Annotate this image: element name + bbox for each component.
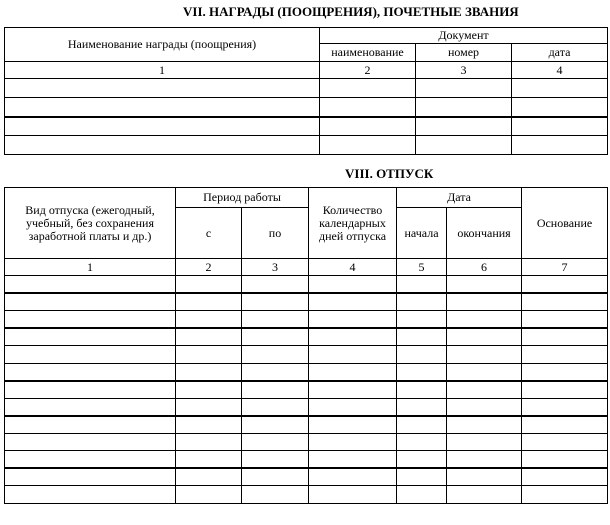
table-cell[interactable] (5, 328, 176, 346)
table-cell[interactable] (242, 433, 309, 451)
table-cell[interactable] (397, 451, 447, 469)
table-cell[interactable] (447, 468, 522, 486)
table-cell[interactable] (5, 136, 320, 155)
col-number: 5 (397, 259, 447, 276)
col-header-doc-date: дата (512, 44, 608, 62)
table-cell[interactable] (522, 398, 608, 416)
table-cell[interactable] (522, 346, 608, 364)
col-number: 6 (447, 259, 522, 276)
table-cell[interactable] (320, 117, 416, 136)
section-8-title: VIII. ОТПУСК (345, 166, 434, 181)
table-cell[interactable] (242, 451, 309, 469)
col-header-work-period: Период работы (176, 188, 309, 208)
table-row (5, 486, 608, 504)
table-cell[interactable] (522, 293, 608, 311)
col-header-end: окончания (447, 208, 522, 259)
table-cell[interactable] (242, 346, 309, 364)
table-cell[interactable] (522, 416, 608, 434)
col-header-days-count: Количество календарных дней отпуска (309, 188, 397, 259)
col-header-start: начала (397, 208, 447, 259)
table-cell[interactable] (176, 398, 242, 416)
table-cell[interactable] (522, 363, 608, 381)
table-cell[interactable] (397, 328, 447, 346)
table-cell[interactable] (522, 328, 608, 346)
table-cell[interactable] (522, 468, 608, 486)
table-cell[interactable] (5, 117, 320, 136)
table-cell[interactable] (5, 381, 176, 399)
table-cell[interactable] (176, 486, 242, 504)
table-cell[interactable] (416, 79, 512, 98)
table-cell[interactable] (416, 136, 512, 155)
table-cell[interactable] (416, 117, 512, 136)
table-cell[interactable] (176, 433, 242, 451)
table-cell[interactable] (176, 468, 242, 486)
table-cell[interactable] (522, 381, 608, 399)
table-cell[interactable] (397, 433, 447, 451)
table-cell[interactable] (447, 346, 522, 364)
table-row (5, 346, 608, 364)
table-cell[interactable] (309, 276, 397, 294)
leave-table (4, 187, 608, 504)
table-cell[interactable] (309, 311, 397, 329)
col-header-from: с (176, 208, 242, 259)
table-cell[interactable] (5, 346, 176, 364)
table-cell[interactable] (5, 293, 176, 311)
table-cell[interactable] (176, 416, 242, 434)
table-cell[interactable] (176, 381, 242, 399)
col-number: 2 (320, 62, 416, 79)
table-row (5, 381, 608, 399)
table-cell[interactable] (397, 398, 447, 416)
table-cell[interactable] (512, 117, 608, 136)
table-cell[interactable] (397, 276, 447, 294)
table-cell[interactable] (242, 311, 309, 329)
table-cell[interactable] (5, 98, 320, 117)
table-cell[interactable] (320, 98, 416, 117)
col-number: 1 (5, 62, 320, 79)
table-cell[interactable] (5, 486, 176, 504)
table-cell[interactable] (447, 398, 522, 416)
col-number: 4 (512, 62, 608, 79)
col-number: 3 (416, 62, 512, 79)
col-number: 4 (309, 259, 397, 276)
col-number: 3 (242, 259, 309, 276)
table-row (5, 416, 608, 434)
table-cell[interactable] (176, 328, 242, 346)
table-cell[interactable] (309, 486, 397, 504)
table-row (5, 311, 608, 329)
table-cell[interactable] (242, 293, 309, 311)
table-row (5, 328, 608, 346)
table-cell[interactable] (242, 381, 309, 399)
table-cell[interactable] (242, 416, 309, 434)
table-cell[interactable] (5, 79, 320, 98)
table-cell[interactable] (176, 346, 242, 364)
table-cell[interactable] (447, 293, 522, 311)
table-cell[interactable] (5, 468, 176, 486)
table-cell[interactable] (447, 276, 522, 294)
col-header-award-name: Наименование награды (поощрения) (5, 28, 320, 62)
table-cell[interactable] (320, 79, 416, 98)
table-cell[interactable] (242, 486, 309, 504)
table-cell[interactable] (397, 293, 447, 311)
table-cell[interactable] (176, 276, 242, 294)
table-cell[interactable] (309, 346, 397, 364)
table-cell[interactable] (397, 416, 447, 434)
table-cell[interactable] (447, 381, 522, 399)
table-cell[interactable] (522, 451, 608, 469)
table-cell[interactable] (512, 136, 608, 155)
col-header-leave-type: Вид отпуска (ежегодный, учебный, без сохранения заработной платы и др.) (5, 188, 176, 259)
table-cell[interactable] (447, 451, 522, 469)
table-cell[interactable] (309, 328, 397, 346)
col-number: 1 (5, 259, 176, 276)
table-cell[interactable] (5, 311, 176, 329)
col-header-basis: Основание (522, 188, 608, 259)
leave-rows (5, 276, 608, 504)
table-row (5, 398, 608, 416)
table-row (5, 363, 608, 381)
col-header-doc-number: номер (416, 44, 512, 62)
table-cell[interactable] (5, 416, 176, 434)
table-cell[interactable] (242, 328, 309, 346)
table-cell[interactable] (242, 398, 309, 416)
col-header-date: Дата (397, 188, 522, 208)
table-cell[interactable] (397, 468, 447, 486)
table-cell[interactable] (447, 311, 522, 329)
table-cell[interactable] (242, 363, 309, 381)
table-cell[interactable] (309, 416, 397, 434)
table-cell[interactable] (447, 363, 522, 381)
table-cell[interactable] (242, 276, 309, 294)
table-row (5, 468, 608, 486)
table-row (5, 433, 608, 451)
col-header-document: Документ (320, 28, 608, 44)
table-cell[interactable] (397, 363, 447, 381)
table-row (5, 98, 608, 117)
awards-table (4, 27, 608, 155)
col-number: 2 (176, 259, 242, 276)
table-cell[interactable] (309, 381, 397, 399)
table-cell[interactable] (447, 433, 522, 451)
table-cell[interactable] (397, 346, 447, 364)
table-row (5, 276, 608, 294)
table-cell[interactable] (397, 486, 447, 504)
col-header-to: по (242, 208, 309, 259)
table-cell[interactable] (512, 79, 608, 98)
table-cell[interactable] (522, 433, 608, 451)
table-row (5, 117, 608, 136)
table-cell[interactable] (176, 363, 242, 381)
table-cell[interactable] (416, 98, 512, 117)
table-row (5, 293, 608, 311)
table-cell[interactable] (447, 416, 522, 434)
table-cell[interactable] (320, 136, 416, 155)
table-cell[interactable] (176, 293, 242, 311)
table-cell[interactable] (309, 451, 397, 469)
table-cell[interactable] (5, 433, 176, 451)
table-cell[interactable] (176, 311, 242, 329)
table-cell[interactable] (447, 328, 522, 346)
table-cell[interactable] (522, 311, 608, 329)
table-cell[interactable] (176, 451, 242, 469)
table-row (5, 79, 608, 98)
table-cell[interactable] (5, 398, 176, 416)
table-cell[interactable] (447, 486, 522, 504)
col-number: 7 (522, 259, 608, 276)
table-cell[interactable] (5, 451, 176, 469)
table-cell[interactable] (522, 486, 608, 504)
table-cell[interactable] (309, 468, 397, 486)
table-cell[interactable] (5, 276, 176, 294)
table-cell[interactable] (522, 276, 608, 294)
table-cell[interactable] (242, 468, 309, 486)
table-cell[interactable] (397, 381, 447, 399)
table-cell[interactable] (5, 363, 176, 381)
table-cell[interactable] (512, 98, 608, 117)
table-cell[interactable] (397, 311, 447, 329)
section-7-title: VII. НАГРАДЫ (ПООЩРЕНИЯ), ПОЧЕТНЫЕ ЗВАНИЯ (183, 4, 519, 19)
table-cell[interactable] (309, 363, 397, 381)
table-cell[interactable] (309, 398, 397, 416)
table-cell[interactable] (309, 433, 397, 451)
col-header-doc-name: наименование (320, 44, 416, 62)
table-row (5, 451, 608, 469)
table-cell[interactable] (309, 293, 397, 311)
table-row (5, 136, 608, 155)
